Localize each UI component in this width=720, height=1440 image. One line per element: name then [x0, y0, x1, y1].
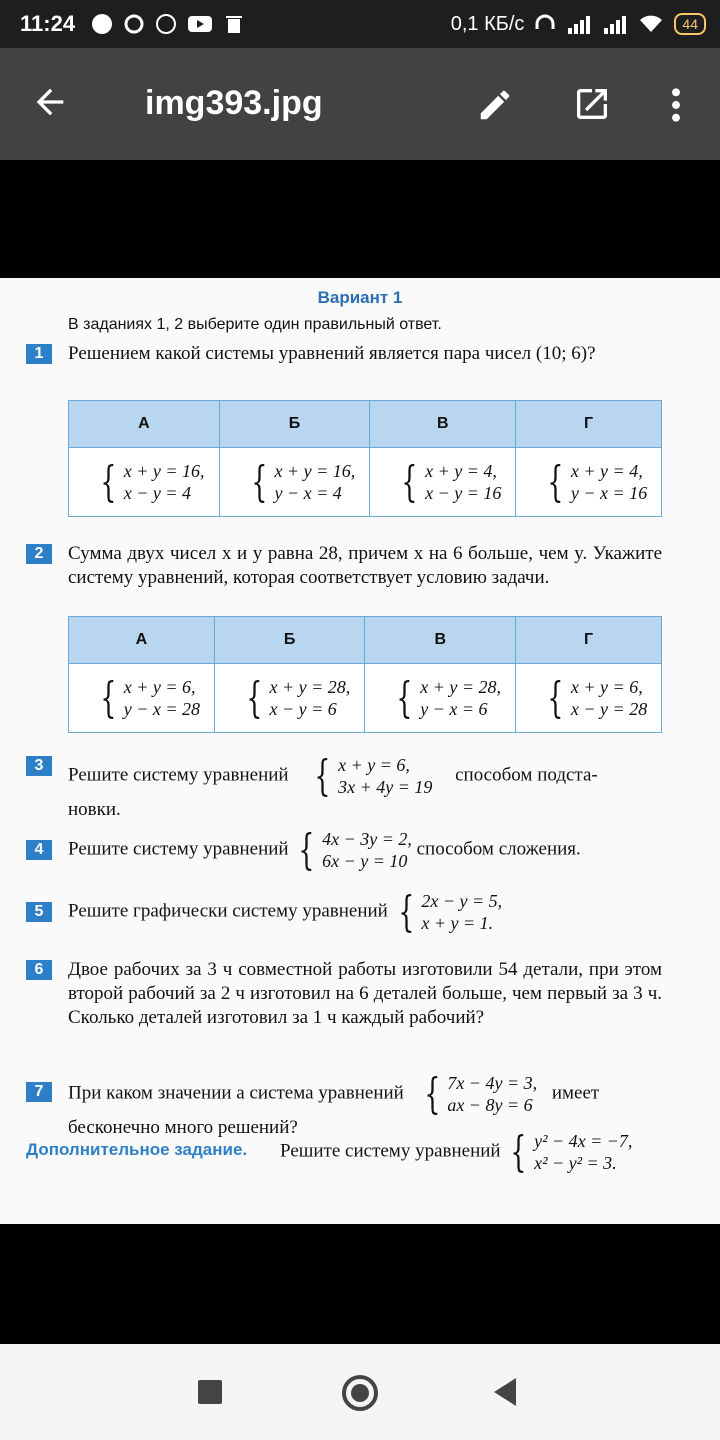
recent-apps-button[interactable] — [198, 1380, 222, 1404]
viber-icon — [155, 13, 177, 35]
question-4-text: Решите систему уравнений { 4x − 3y = 2, 6x − y = 10 способом сложения. — [68, 825, 581, 874]
option-cell: { x + y = 28, x − y = 6 — [214, 664, 365, 733]
option-header: Б — [214, 617, 365, 664]
file-title: img393.jpg — [145, 84, 323, 122]
home-button[interactable] — [342, 1375, 378, 1411]
signal-icon — [602, 14, 628, 34]
more-options-icon[interactable] — [664, 86, 688, 124]
document-image — [0, 278, 720, 1224]
status-bar — [0, 0, 720, 48]
extra-task-label: Дополнительное задание. — [26, 1140, 248, 1159]
back-arrow-icon[interactable] — [30, 82, 70, 122]
option-header: А — [69, 401, 220, 448]
variant-title: Вариант 1 — [317, 288, 403, 307]
option-cell: { x + y = 4, y − x = 16 — [516, 448, 662, 517]
question-number: 4 — [26, 840, 52, 860]
question-5-text: Решите графически систему уравнений { 2x − y = 5, x + y = 1. — [68, 887, 503, 936]
question-number: 2 — [26, 544, 52, 564]
option-header: А — [69, 617, 215, 664]
headphones-icon — [534, 13, 556, 35]
option-cell: { x + y = 6, x − y = 28 — [516, 664, 662, 733]
open-external-icon[interactable] — [572, 84, 612, 124]
youtube-icon — [187, 13, 213, 35]
instructions: В заданиях 1, 2 выберите один правильный ответ. — [68, 316, 442, 333]
question-3-text: Решите систему уравнений { x + y = 6, 3x + 4y = 19 способом подста- новки. — [68, 751, 598, 820]
option-header: Б — [219, 401, 370, 448]
option-header: В — [365, 617, 516, 664]
wifi-icon — [638, 14, 664, 34]
signal-icon — [566, 14, 592, 34]
back-button[interactable] — [494, 1378, 516, 1406]
option-header: В — [370, 401, 516, 448]
notification-icon — [123, 13, 145, 35]
battery-indicator: 44 — [674, 13, 706, 35]
notification-icons — [91, 13, 245, 35]
option-header: Г — [516, 401, 662, 448]
option-cell: { x + y = 28, y − x = 6 — [365, 664, 516, 733]
edit-pencil-icon[interactable] — [476, 86, 514, 124]
network-speed: 0,1 КБ/с — [450, 12, 525, 35]
option-cell: { x + y = 4, x − y = 16 — [370, 448, 516, 517]
answer-table-q2 — [68, 616, 662, 733]
question-7-text: При каком значении a система уравнений { 7x − 4y = 3, ax − 8y = 6 имеет бесконечно много решений? — [68, 1069, 600, 1138]
status-time: 11:24 — [20, 11, 76, 36]
question-number: 7 — [26, 1082, 52, 1102]
extra-task-text: Решите систему уравнений { y² − 4x = −7, x² − y² = 3. — [280, 1127, 633, 1176]
trash-icon — [223, 13, 245, 35]
app-bar — [0, 48, 720, 160]
option-cell: { x + y = 16, x − y = 4 — [69, 448, 220, 517]
question-number: 1 — [26, 344, 52, 364]
question-6-text: Двое рабочих за 3 ч совместной работы изготовили 54 детали, при этом второй рабочий за 2 ч изготовил на 6 деталей больше, чем первый за 3 ч. Сколько деталей изготовил за 1 ч каждый рабочий? — [68, 959, 662, 1028]
notification-icon — [91, 13, 113, 35]
option-cell: { x + y = 16, y − x = 4 — [219, 448, 370, 517]
navigation-bar — [0, 1344, 720, 1440]
question-number: 3 — [26, 756, 52, 776]
question-1-text: Решением какой системы уравнений является пара чисел (10; 6)? — [68, 343, 596, 364]
answer-table-q1 — [68, 400, 662, 517]
question-number: 6 — [26, 960, 52, 980]
question-2-text: Сумма двух чисел x и y равна 28, причем x на 6 больше, чем y. Укажите систему уравнений, которая соответствует условию задачи. — [68, 543, 662, 588]
question-number: 5 — [26, 902, 52, 922]
option-cell: { x + y = 6, y − x = 28 — [69, 664, 215, 733]
option-header: Г — [516, 617, 662, 664]
